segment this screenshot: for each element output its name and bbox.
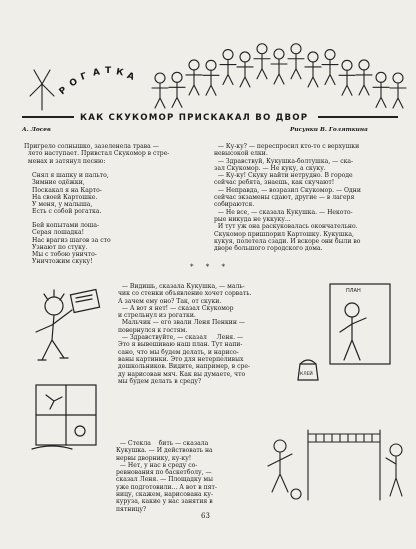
child-figure xyxy=(254,44,270,79)
child-figure xyxy=(237,52,253,87)
child-figure xyxy=(288,44,304,79)
header-illustration xyxy=(20,26,400,114)
header-letter: Т xyxy=(105,66,112,76)
poem-stanza: Снял я шапку и пальто, Зимние одёжки, Поскакал я на Карто- На своей Картошке. У меня, у малыша, Есть с собой рогатка. xyxy=(32,172,109,216)
illustrator: Рисунки В. Голяткина xyxy=(290,127,368,133)
child-figure xyxy=(373,72,389,107)
volleyball-illustration xyxy=(260,420,408,505)
plan-board-illustration xyxy=(290,280,400,390)
header-letter: А xyxy=(125,71,136,83)
header-letter: О xyxy=(68,76,81,90)
slingshot-shape xyxy=(30,70,54,110)
child-figure xyxy=(169,72,185,107)
child-figure xyxy=(390,73,406,108)
header-letter: К xyxy=(115,67,125,79)
title-rule xyxy=(22,116,74,118)
child-figure xyxy=(186,60,202,95)
header-letters xyxy=(57,64,150,104)
child-figure xyxy=(305,52,321,87)
child-figure xyxy=(322,50,338,85)
child-figure xyxy=(203,60,219,95)
section-separator: * * * xyxy=(190,263,230,271)
dialogue-paragraphs: — Ку-ку? — переспросил кто-то с верхушки невысокой елки. — Здравствуй, Кукушка-болтушка, — ска- зал Скукомор. — Не куку, а скуку. — Ку-ку! Скуку найти нетрудно. В городе сейчас ребята, знаешь, как скучают! — Неправда, — возразил Скукомор. — Одни сейчас экзамены сдают, другие — в лагеря собираются. — Не все, — сказала Кукушка. — Некото- рые никуда не уккуку... И тут уж она раскуковалась окончательно. Скукомор пришпорил Картошку. Кукушка, кукуя, полетела сзади. И вскоре они были во дворе большого городского дома. xyxy=(214,143,361,253)
child-figure xyxy=(339,60,355,95)
poem-stanza: Бей копытами лоша- Серая лошадка! Нас врагиз шагов за сто Узнают по стуку. Мы с тобою уничто- Уничтожим скуку! xyxy=(32,222,111,266)
intro-paragraph: Пригрело солнышко, зазеленела трава — лето наступает. Привстал Скукомор в стре- менах и затянул песню: xyxy=(24,143,170,165)
story-paragraph: — Стекла бить — сказала Кукушка. — И действовать на нервы дворнику, ку-ку! — Нет, у нас в среду со- ревнования по баскетболу, — сказал Леня. — Площадку мы уже подготовили... А вот в пят- ницу, скажем, нарисована ку- куруза, какие у нас занятия в пятницу? xyxy=(116,440,217,513)
glue-bucket-label: КЛЕЙ xyxy=(300,372,313,377)
article-title: КАК СКУКОМОР ПРИСКАКАЛ ВО ДВОР xyxy=(80,113,309,123)
page-number: 63 xyxy=(201,512,210,520)
child-figure xyxy=(220,50,236,85)
child-figure xyxy=(356,60,372,95)
story-paragraph: — Видишь, сказала Кукушка, — маль- чик со стенки объявление хочет сорвать. А зачем ему оно? Так, от скуки. — А вот я нет! — сказал Скукомор и стрельнул из рогатки. Мальчик — его звали Леня Пенкин — повернулся к гостям. — Здравствуйте, — сказал Леня. — Это я вывешиваю наш план. Тут напи- сано, что мы будем делать, и нарисо- ваны картинки. Это для нетерпеливых дошкольников. Видите, например, в сре- ду нарисован мяч. Как вы думаете, что мы будем делать в среду? xyxy=(118,283,252,385)
plan-sign-label: ПЛАН xyxy=(346,288,361,294)
author: А. Лосев xyxy=(22,127,51,133)
broken-window-illustration xyxy=(26,375,121,455)
boy-slingshot-illustration xyxy=(28,280,108,370)
child-figure xyxy=(271,49,287,84)
header-letter: Г xyxy=(79,71,89,83)
child-figure xyxy=(152,73,168,108)
header-letter: Р xyxy=(57,84,70,98)
header-letter: А xyxy=(92,67,102,79)
title-rule xyxy=(318,116,398,118)
